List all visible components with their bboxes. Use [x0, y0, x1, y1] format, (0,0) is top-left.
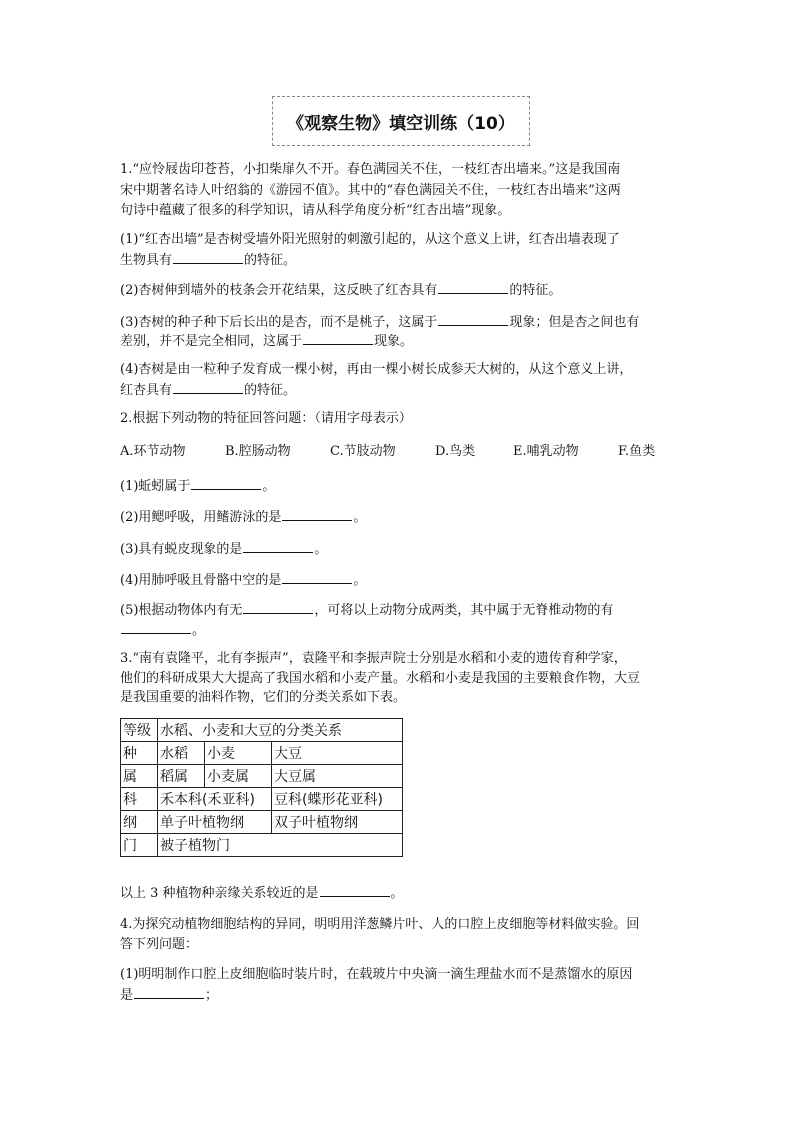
answer-blank[interactable] [191, 475, 261, 490]
option-c: C.节肢动物 [330, 444, 396, 459]
table-cell: 大豆 [272, 742, 403, 765]
table-cell: 稻属 [158, 765, 205, 788]
option-d: D.鸟类 [435, 444, 476, 459]
option-e: E.哺乳动物 [513, 444, 579, 459]
q2-sub2-text-post: 。 [353, 510, 367, 525]
answer-blank[interactable] [243, 599, 313, 614]
answer-blank[interactable] [243, 538, 313, 553]
q4-stem-line2: 答下列问题： [120, 937, 199, 952]
q2-sub3-text-post: 。 [314, 542, 328, 557]
table-cell: 水稻 [158, 742, 205, 765]
q2-sub5-text-pre: (5)根据动物体内有无 [120, 603, 243, 618]
table-cell: 纲 [121, 811, 158, 834]
q2-stem: 2.根据下列动物的特征回答问题：（请用字母表示） [120, 411, 412, 426]
q1-sub2-text-post: 的特征。 [509, 283, 562, 298]
q1-sub3-line2 [120, 330, 680, 352]
table-cell: 小麦属 [205, 765, 272, 788]
q4-sub1-line1: (1)明明制作口腔上皮细胞临时装片时，在载玻片中央滴一滴生理盐水而不是蒸馏水的原因 [120, 967, 633, 982]
q4-sub1-line2 [120, 984, 680, 1006]
table-row [121, 742, 403, 765]
q4-sub1-text-post: ； [205, 988, 219, 1003]
option-b: B.腔肠动物 [225, 444, 291, 459]
table-cell: 大豆属 [272, 765, 403, 788]
page-title [272, 96, 530, 146]
q2-sub5-text-post: ，可将以上动物分成两类，其中属于无脊椎动物的有 [314, 603, 614, 618]
answer-blank[interactable] [173, 379, 243, 394]
table-cell: 门 [121, 834, 158, 857]
q2-sub2-text-pre: (2)用鳃呼吸，用鳍游泳的是 [120, 510, 282, 525]
answer-blank[interactable] [121, 619, 191, 634]
q1-sub1-line2 [120, 249, 680, 271]
q2-sub4-text-post: 。 [353, 573, 367, 588]
q2-sub4 [120, 569, 680, 591]
q1-sub3b-text-pre: 差别，并不是完全相同，这属于 [120, 334, 303, 349]
q2-sub1-text-post: 。 [262, 479, 276, 494]
q1-stem-line1: 1.“应怜屐齿印苍苔，小扣柴扉久不开。春色满园关不住，一枝红杏出墙来。”这是我国南 [120, 162, 621, 177]
q3-question [120, 882, 680, 904]
option-f: F.鱼类 [618, 444, 656, 459]
q1-stem-line2: 宋中期著名诗人叶绍翁的《游园不值》。其中的“春色满园关不住，一枝红杏出墙来”这两 [120, 183, 621, 198]
q3-stem-line1: 3.“南有袁隆平，北有李振声”，袁隆平和李振声院士分别是水稻和小麦的遗传育种学家， [120, 651, 627, 666]
answer-blank[interactable] [173, 249, 243, 264]
table-cell: 属 [121, 765, 158, 788]
q1-sub3b-text-post: 现象。 [374, 334, 414, 349]
table-cell: 水稻、小麦和大豆的分类关系 [158, 719, 403, 742]
table-cell: 小麦 [205, 742, 272, 765]
table-row [121, 719, 403, 742]
answer-blank[interactable] [282, 506, 352, 521]
q1-sub1-line1: (1)“红杏出墙”是杏树受墙外阳光照射的刺激引起的，从这个意义上讲，红杏出墙表现了 [120, 232, 620, 247]
table-cell: 禾本科(禾亚科) [158, 788, 272, 811]
q1-sub2 [120, 279, 680, 301]
q1-sub4-line1: (4)杏树是由一粒种子发育成一棵小树，再由一棵小树长成参天大树的，从这个意义上讲， [120, 362, 633, 377]
table-cell: 科 [121, 788, 158, 811]
q2-sub3 [120, 538, 680, 560]
q4-stem-line1: 4.为探究动植物细胞结构的异同，明明用洋葱鳞片叶、人的口腔上皮细胞等材料做实验。回 [120, 917, 640, 932]
q2-sub5-line2 [120, 619, 680, 641]
q3-stem-line3: 是我国重要的油料作物，它们的分类关系如下表。 [120, 690, 407, 705]
table-row [121, 811, 403, 834]
answer-blank[interactable] [134, 984, 204, 999]
q3-stem-line2: 他们的科研成果大大提高了我国水稻和小麦产量。水稻和小麦是我国的主要粮食作物，大豆 [120, 671, 641, 686]
q1-sub1-text-pre: 生物具有 [120, 253, 173, 268]
table-row [121, 765, 403, 788]
option-a: A.环节动物 [120, 444, 186, 459]
title-text: 《观察生物》填空训练（10） [287, 113, 515, 134]
q1-sub3-text-post: 现象；但是杏之间也有 [509, 315, 640, 330]
table-cell: 单子叶植物纲 [158, 811, 272, 834]
q3-question-text-post: 。 [390, 886, 404, 901]
table-cell: 被子植物门 [158, 834, 403, 857]
q3-question-text-pre: 以上 3 种植物种亲缘关系较近的是 [120, 886, 319, 901]
q1-sub3-text-pre: (3)杏树的种子种下后长出的是杏，而不是桃子，这属于 [120, 315, 438, 330]
q1-sub4-text-pre: 红杏具有 [120, 383, 173, 398]
answer-blank[interactable] [320, 882, 390, 897]
table-cell: 豆科(蝶形花亚科) [272, 788, 403, 811]
q1-sub4-text-post: 的特征。 [244, 383, 297, 398]
classification-table [120, 718, 403, 857]
table-row [121, 788, 403, 811]
q2-sub2 [120, 506, 680, 528]
table-row [121, 834, 403, 857]
q1-sub2-text-pre: (2)杏树伸到墙外的枝条会开花结果，这反映了红杏具有 [120, 283, 438, 298]
q2-sub5-line1 [120, 599, 680, 621]
q2-sub4-text-pre: (4)用肺呼吸且骨骼中空的是 [120, 573, 282, 588]
q4-sub1-text-pre: 是 [120, 988, 134, 1003]
table-cell: 种 [121, 742, 158, 765]
q1-sub1-text-post: 的特征。 [244, 253, 297, 268]
answer-blank[interactable] [303, 330, 373, 345]
q2-sub3-text-pre: (3)具有蜕皮现象的是 [120, 542, 243, 557]
q2-sub5b-text-post: 。 [192, 623, 206, 638]
answer-blank[interactable] [438, 311, 508, 326]
answer-blank[interactable] [438, 279, 508, 294]
q1-sub4-line2 [120, 379, 680, 401]
q2-sub1-text-pre: (1)蚯蚓属于 [120, 479, 191, 494]
answer-blank[interactable] [282, 569, 352, 584]
q1-stem-line3: 句诗中蕴藏了很多的科学知识，请从科学角度分析“红杏出墙”现象。 [120, 203, 511, 218]
table-cell: 双子叶植物纲 [272, 811, 403, 834]
q2-sub1 [120, 475, 680, 497]
table-cell: 等级 [121, 719, 158, 742]
